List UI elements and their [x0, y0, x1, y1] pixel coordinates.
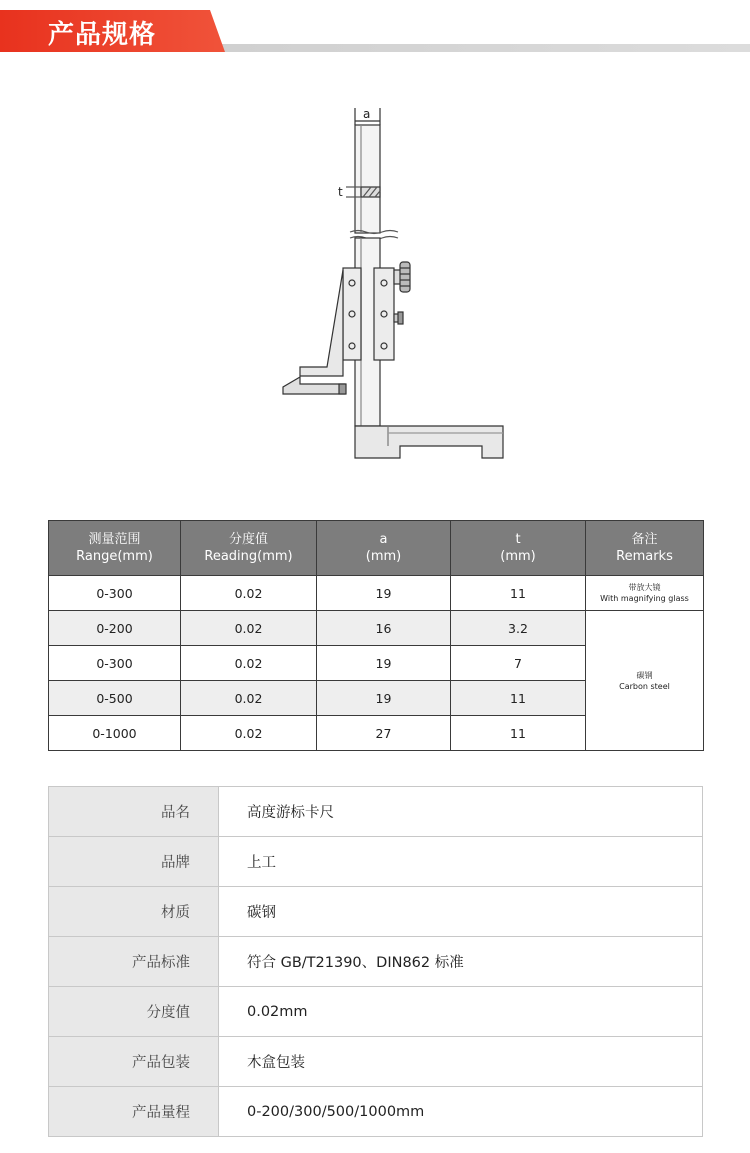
- cell-remark-magnifier: 带放大镜 With magnifying glass: [586, 576, 704, 611]
- section-title: 产品规格: [48, 20, 157, 50]
- specification-table: [48, 520, 704, 751]
- info-row: [49, 937, 703, 987]
- cell-range: 0-300: [49, 646, 181, 681]
- cell-a: 19: [317, 646, 451, 681]
- info-value-range: 0-200/300/500/1000mm: [219, 1087, 703, 1137]
- table-row: [49, 576, 704, 611]
- cell-t: 7: [451, 646, 586, 681]
- cell-a: 27: [317, 716, 451, 751]
- cell-a: 19: [317, 576, 451, 611]
- section-header: [0, 10, 750, 52]
- product-info-table: [48, 786, 703, 1137]
- info-key-reading: 分度值: [49, 987, 219, 1037]
- info-key-material: 材质: [49, 887, 219, 937]
- info-key-range: 产品量程: [49, 1087, 219, 1137]
- cell-reading: 0.02: [181, 716, 317, 751]
- info-value-standard: 符合 GB/T21390、DIN862 标准: [219, 937, 703, 987]
- info-key-brand: 品牌: [49, 837, 219, 887]
- cell-range: 0-1000: [49, 716, 181, 751]
- cell-range: 0-300: [49, 576, 181, 611]
- cell-t: 3.2: [451, 611, 586, 646]
- height-gauge-diagram: [240, 95, 540, 475]
- header-t: t (mm): [451, 521, 586, 576]
- cell-a: 19: [317, 681, 451, 716]
- cell-range: 0-200: [49, 611, 181, 646]
- info-row: [49, 787, 703, 837]
- info-row: [49, 987, 703, 1037]
- cell-reading: 0.02: [181, 576, 317, 611]
- info-value-packaging: 木盒包装: [219, 1037, 703, 1087]
- cell-a: 16: [317, 611, 451, 646]
- cell-t: 11: [451, 576, 586, 611]
- header-a: a (mm): [317, 521, 451, 576]
- info-row: [49, 887, 703, 937]
- cell-t: 11: [451, 716, 586, 751]
- cell-reading: 0.02: [181, 611, 317, 646]
- info-row: [49, 837, 703, 887]
- info-value-brand: 上工: [219, 837, 703, 887]
- table-row: [49, 611, 704, 646]
- header-range: 测量范围 Range(mm): [49, 521, 181, 576]
- info-key-name: 品名: [49, 787, 219, 837]
- dimension-a-label: a: [363, 107, 371, 121]
- info-key-standard: 产品标准: [49, 937, 219, 987]
- cell-range: 0-500: [49, 681, 181, 716]
- info-row: [49, 1087, 703, 1137]
- spec-header-row: [49, 521, 704, 576]
- cell-t: 11: [451, 681, 586, 716]
- header-reading: 分度值 Reading(mm): [181, 521, 317, 576]
- cell-reading: 0.02: [181, 681, 317, 716]
- info-row: [49, 1037, 703, 1087]
- cell-remark-carbon-steel: 碳钢 Carbon steel: [586, 611, 704, 751]
- info-key-packaging: 产品包装: [49, 1037, 219, 1087]
- dimension-t-label: t: [338, 185, 343, 199]
- info-value-name: 高度游标卡尺: [219, 787, 703, 837]
- info-value-material: 碳钢: [219, 887, 703, 937]
- header-remarks: 备注 Remarks: [586, 521, 704, 576]
- info-value-reading: 0.02mm: [219, 987, 703, 1037]
- cell-reading: 0.02: [181, 646, 317, 681]
